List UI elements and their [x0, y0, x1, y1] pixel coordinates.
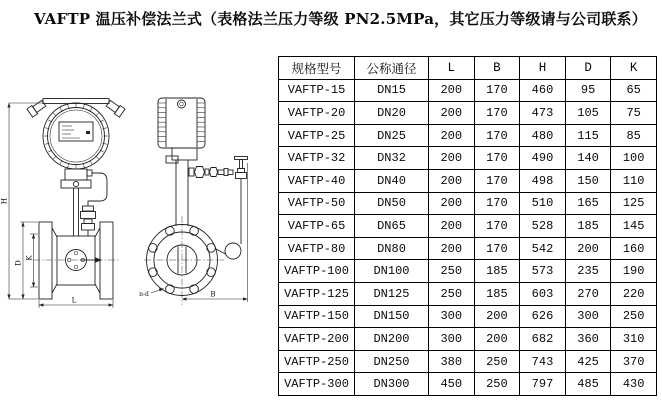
model-cell: VAFTP-25 — [279, 124, 355, 147]
value-cell: 185 — [474, 260, 520, 283]
diameter-cell: DN80 — [355, 237, 429, 260]
table-row — [279, 350, 657, 373]
value-cell: 165 — [565, 192, 611, 215]
housing-ribs — [159, 103, 205, 141]
side-view — [139, 98, 247, 305]
table-row — [279, 102, 657, 125]
value-cell: 682 — [520, 328, 566, 351]
table-row — [279, 169, 657, 192]
value-cell: 200 — [429, 215, 475, 238]
value-cell: 65 — [611, 79, 657, 102]
value-cell: 450 — [429, 373, 475, 396]
pigtail-loop — [225, 243, 241, 259]
col-header-D: D — [565, 57, 611, 80]
value-cell: 105 — [565, 102, 611, 125]
diameter-cell: DN15 — [355, 79, 429, 102]
value-cell: 250 — [429, 282, 475, 305]
value-cell: 200 — [429, 147, 475, 170]
body-block — [57, 236, 95, 285]
col-header-B: B — [474, 57, 520, 80]
model-cell: VAFTP-125 — [279, 282, 355, 305]
value-cell: 200 — [474, 305, 520, 328]
model-cell: VAFTP-150 — [279, 305, 355, 328]
table-row — [279, 305, 657, 328]
table-row — [279, 124, 657, 147]
col-header-nominal-diameter: 公称通径 — [355, 57, 429, 80]
value-cell: 460 — [520, 79, 566, 102]
model-cell: VAFTP-20 — [279, 102, 355, 125]
value-cell: 190 — [611, 260, 657, 283]
value-cell: 220 — [611, 282, 657, 305]
bolt-hole-callout — [139, 289, 163, 299]
diameter-cell: DN150 — [355, 305, 429, 328]
diameter-cell: DN250 — [355, 350, 429, 373]
value-cell: 200 — [429, 237, 475, 260]
value-cell: 480 — [520, 124, 566, 147]
value-cell: 542 — [520, 237, 566, 260]
value-cell: 75 — [611, 102, 657, 125]
value-cell: 170 — [474, 215, 520, 238]
value-cell: 200 — [429, 169, 475, 192]
value-cell: 360 — [565, 328, 611, 351]
dimension-B — [182, 163, 248, 302]
value-cell: 490 — [520, 147, 566, 170]
value-cell: 573 — [520, 260, 566, 283]
value-cell: 797 — [520, 373, 566, 396]
value-cell: 170 — [474, 79, 520, 102]
value-cell: 473 — [520, 102, 566, 125]
col-header-H: H — [520, 57, 566, 80]
value-cell: 430 — [611, 373, 657, 396]
value-cell: 200 — [429, 79, 475, 102]
col-header-model: 规格型号 — [279, 57, 355, 80]
sensor-fitting-assembly — [189, 167, 233, 178]
diameter-cell: DN100 — [355, 260, 429, 283]
model-cell: VAFTP-80 — [279, 237, 355, 260]
model-cell: VAFTP-100 — [279, 260, 355, 283]
table-row — [279, 79, 657, 102]
value-cell: 100 — [611, 147, 657, 170]
value-cell: 170 — [474, 147, 520, 170]
value-cell: 200 — [474, 328, 520, 351]
cable-gland-right-icon — [105, 99, 125, 117]
value-cell: 270 — [565, 282, 611, 305]
meter-body-front — [33, 222, 119, 299]
page-title: VAFTP 温压补偿法兰式（表格法兰压力等级 PN2.5MPa，其它压力等级请与公司联系） — [34, 10, 647, 28]
table-row — [279, 192, 657, 215]
value-cell: 250 — [429, 260, 475, 283]
diameter-cell: DN200 — [355, 328, 429, 351]
table-row — [279, 373, 657, 396]
flange-right — [100, 222, 113, 299]
dimension-K — [26, 234, 39, 287]
value-cell: 498 — [520, 169, 566, 192]
technical-drawing — [0, 60, 278, 403]
value-cell: 110 — [611, 169, 657, 192]
spec-table — [278, 56, 657, 396]
dimension-H — [1, 103, 45, 299]
value-cell: 170 — [474, 169, 520, 192]
support-tube — [74, 188, 79, 236]
diameter-cell: DN300 — [355, 373, 429, 396]
value-cell: 626 — [520, 305, 566, 328]
value-cell: 425 — [565, 350, 611, 373]
model-cell: VAFTP-40 — [279, 169, 355, 192]
model-cell: VAFTP-15 — [279, 79, 355, 102]
diameter-cell: DN65 — [355, 215, 429, 238]
model-cell: VAFTP-200 — [279, 328, 355, 351]
value-cell: 510 — [520, 192, 566, 215]
sight-plug-icon — [178, 100, 186, 108]
table-row — [279, 260, 657, 283]
value-cell: 95 — [565, 79, 611, 102]
table-row — [279, 147, 657, 170]
pressure-valve-stack — [81, 206, 96, 236]
table-row — [279, 215, 657, 238]
value-cell: 250 — [474, 350, 520, 373]
dim-label-n-d: n-d — [139, 291, 149, 298]
value-cell: 300 — [565, 305, 611, 328]
value-cell: 200 — [429, 192, 475, 215]
value-cell: 145 — [611, 215, 657, 238]
value-cell: 370 — [611, 350, 657, 373]
value-cell: 160 — [611, 237, 657, 260]
display-badge — [86, 131, 90, 134]
diameter-cell: DN40 — [355, 169, 429, 192]
value-cell: 85 — [611, 124, 657, 147]
value-cell: 250 — [474, 373, 520, 396]
value-cell: 170 — [474, 124, 520, 147]
value-cell: 300 — [429, 305, 475, 328]
cable-gland-left-icon — [27, 99, 47, 117]
flange-left — [39, 222, 52, 299]
table-row — [279, 328, 657, 351]
value-cell: 170 — [474, 237, 520, 260]
model-cell: VAFTP-250 — [279, 350, 355, 373]
model-cell: VAFTP-32 — [279, 147, 355, 170]
value-cell: 115 — [565, 124, 611, 147]
value-cell: 185 — [565, 215, 611, 238]
transmitter-housing-side — [158, 98, 205, 148]
spec-table-body — [279, 79, 657, 395]
col-header-L: L — [429, 57, 475, 80]
model-cell: VAFTP-50 — [279, 192, 355, 215]
table-row — [279, 282, 657, 305]
value-cell: 170 — [474, 192, 520, 215]
value-cell: 150 — [565, 169, 611, 192]
head-neck — [65, 169, 87, 180]
model-cell: VAFTP-65 — [279, 215, 355, 238]
impulse-tube — [88, 173, 107, 206]
diameter-cell: DN20 — [355, 102, 429, 125]
value-cell: 200 — [429, 102, 475, 125]
diameter-cell: DN32 — [355, 147, 429, 170]
value-cell: 170 — [474, 102, 520, 125]
table-header-row — [279, 57, 657, 80]
bezel-screws — [44, 104, 108, 169]
diameter-cell: DN50 — [355, 192, 429, 215]
value-cell: 125 — [611, 192, 657, 215]
value-cell: 485 — [565, 373, 611, 396]
dim-label-K: K — [25, 255, 34, 261]
dim-label-B: B — [210, 290, 216, 299]
value-cell: 140 — [565, 147, 611, 170]
dim-label-D: D — [14, 260, 23, 266]
display-text-lines — [62, 126, 80, 138]
value-cell: 200 — [429, 124, 475, 147]
value-cell: 185 — [474, 282, 520, 305]
model-cell: VAFTP-300 — [279, 373, 355, 396]
housing-neck-side — [172, 148, 197, 160]
value-cell: 603 — [520, 282, 566, 305]
value-cell: 250 — [611, 305, 657, 328]
value-cell: 200 — [565, 237, 611, 260]
value-cell: 235 — [565, 260, 611, 283]
value-cell: 528 — [520, 215, 566, 238]
col-header-K: K — [611, 57, 657, 80]
mount-bolt-icon — [73, 181, 78, 186]
dimension-L — [39, 297, 113, 309]
dim-label-L: L — [71, 296, 77, 305]
capillary-tube — [215, 179, 241, 260]
value-cell: 380 — [429, 350, 475, 373]
dim-label-H: H — [0, 197, 9, 205]
value-cell: 743 — [520, 350, 566, 373]
value-cell: 300 — [429, 328, 475, 351]
transmitter-head — [43, 103, 109, 169]
tube-fitting — [87, 170, 92, 176]
diameter-cell: DN25 — [355, 124, 429, 147]
diameter-cell: DN125 — [355, 282, 429, 305]
front-view — [1, 99, 126, 309]
value-cell: 310 — [611, 328, 657, 351]
table-row — [279, 237, 657, 260]
needle-valve — [235, 157, 248, 179]
